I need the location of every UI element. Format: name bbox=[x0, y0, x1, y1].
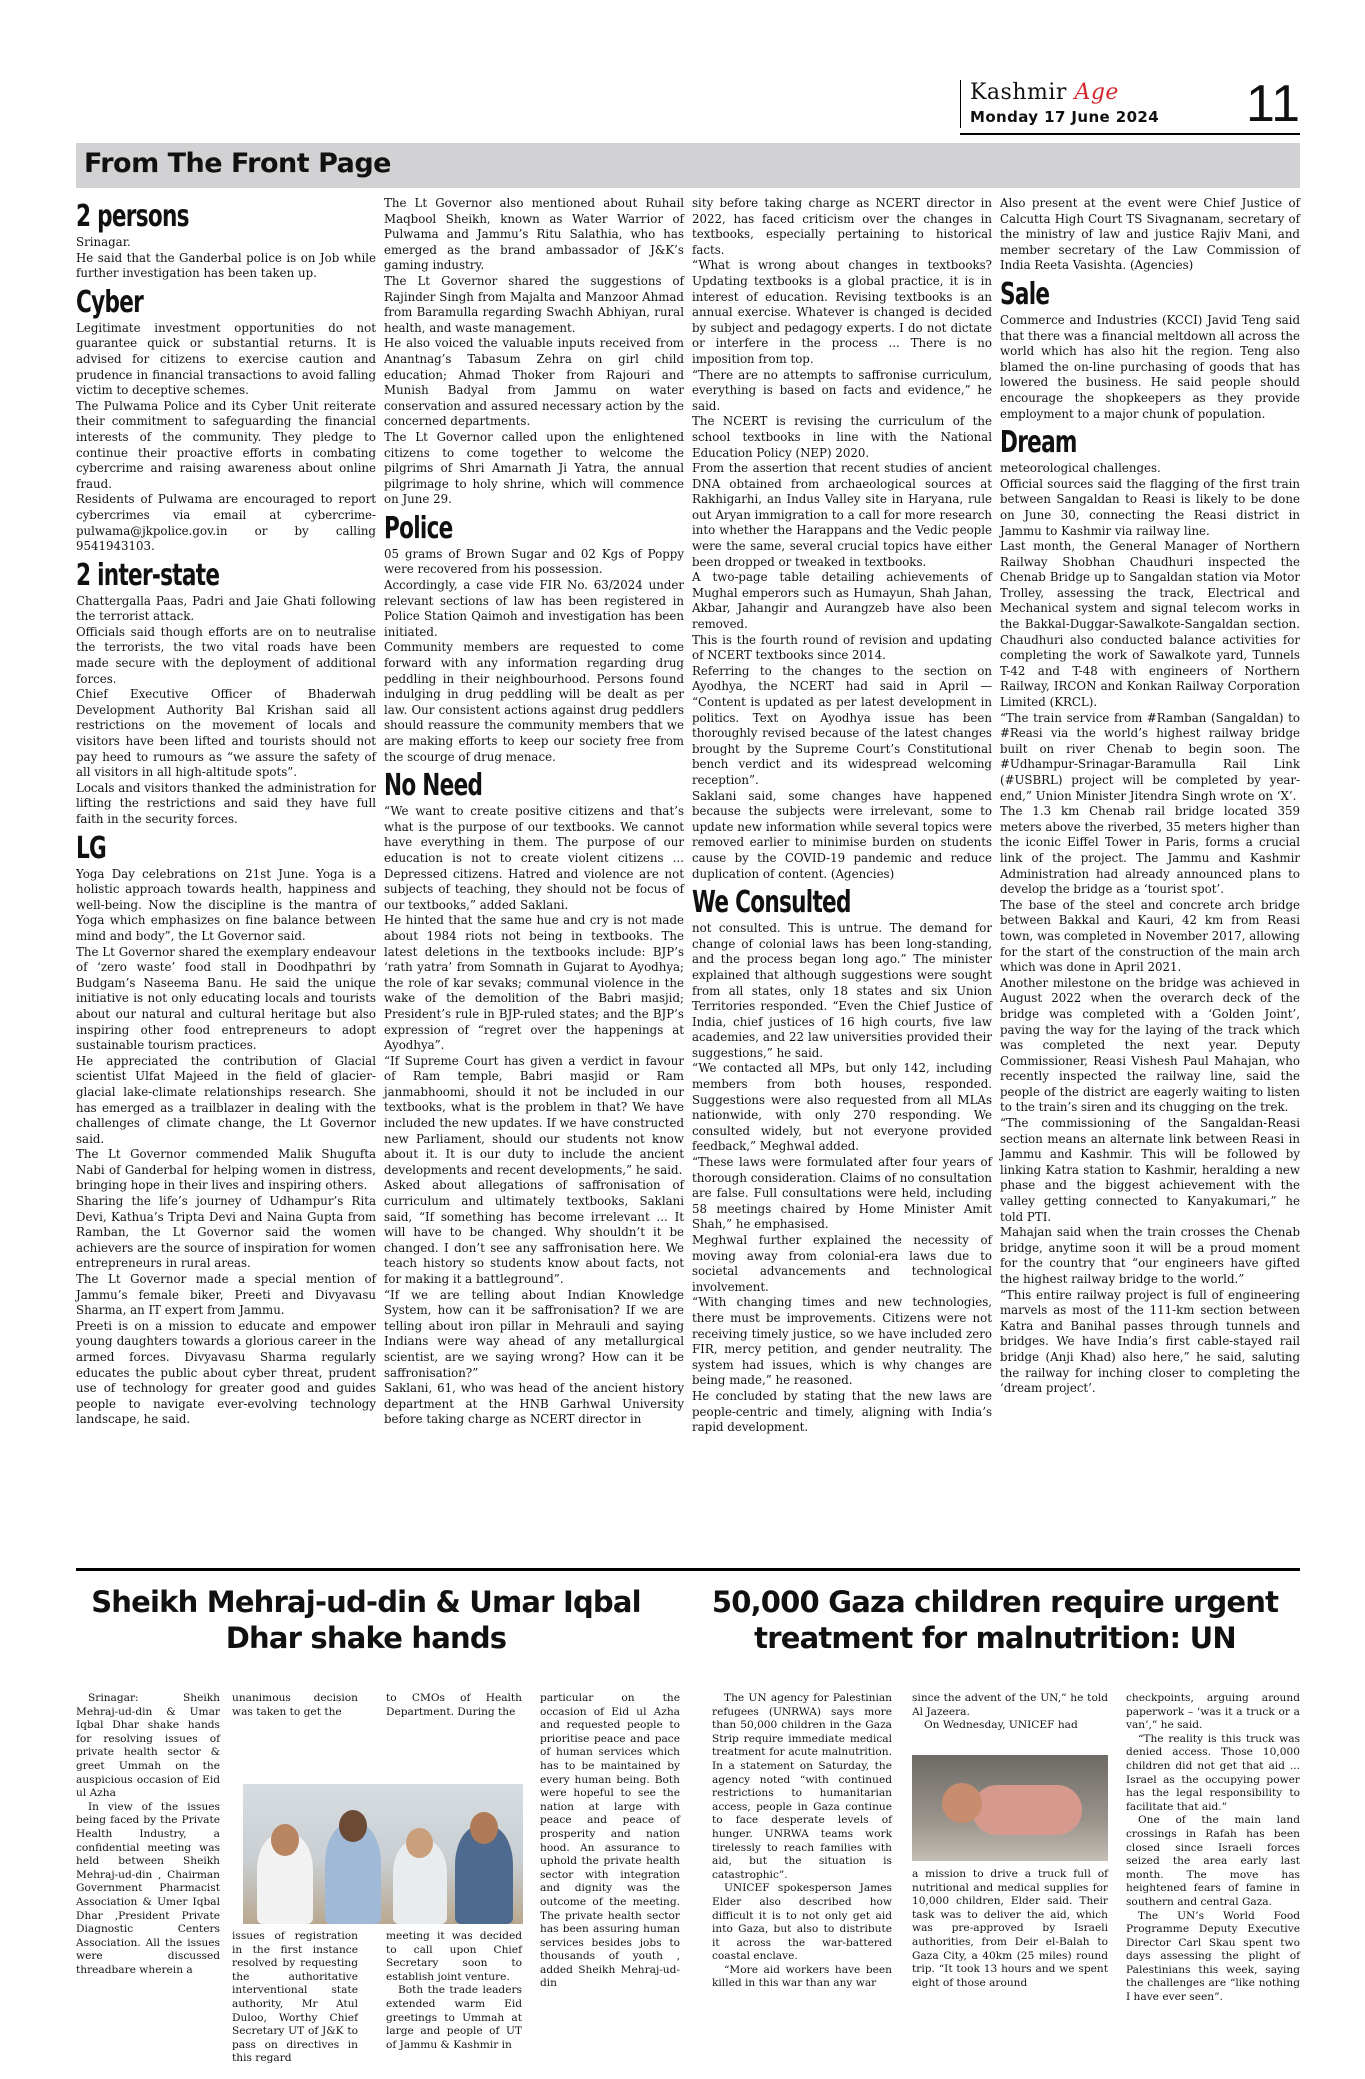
article-paragraph: meteorological challenges. bbox=[1000, 461, 1161, 476]
story-heading: Cyber bbox=[76, 284, 144, 320]
story-left-col-3b bbox=[386, 1930, 522, 2052]
article-paragraph: “What is wrong about changes in textbooks? Updating textbooks is a global practice, it is in interest of education. Revising textbooks is an annual exercise. Whatever is changed is decided by subject and pedagogy experts. I do not dictate or interfere in the process ... There is no imposition from top. bbox=[692, 258, 992, 366]
story-left-para: particular on the occasion of Eid ul Azha and requested people to prioritise peace and pace of human services which has to be maintained by every human being. Both were hopeful to see the nation at large with peace and peace of prosperity and nation hood. An assurance to uphold the private health sector with integration and dignity was the outcome of the meeting. The private health sector has been assuring human services besides jobs to thousands of youth , added Sheikh Mehraj-ud-din bbox=[540, 1692, 680, 1990]
article-paragraph: Commerce and Industries (KCCI) Javid Teng said that there was a financial meltdown all across the world which has also hit the region. Teng also blamed the on-line purchasing of goods that has lowered the business. He said people should encourage the shopkeepers as they provide employment to a major chunk of population. bbox=[1000, 312, 1300, 421]
story-right-para: checkpoints, arguing around paperwork – ‘was it a truck or a van’,” he said. bbox=[1126, 1692, 1300, 1732]
column-2 bbox=[384, 196, 684, 1550]
article-paragraph: Chief Executive Officer of Bhaderwah Development Authority Bal Krishan said all restrictions on the movement of locals and visitors have been lifted and tourists should not pay heed to rumours as “we assure the safety of all visitors in all high-altitude spots”. bbox=[76, 687, 376, 780]
article-paragraph: A two-page table detailing achievements of Mughal emperors such as Humayun, Shah Jahan, Akbar, Jahangir and Aurangzeb have also been removed. bbox=[692, 570, 992, 632]
article-paragraph: sity before taking charge as NCERT director in 2022, has faced criticism over the changes in textbooks, especially pertaining to historical facts. bbox=[692, 196, 992, 257]
story-left-col-1 bbox=[76, 1692, 220, 2052]
story-left-col-4 bbox=[540, 1692, 680, 2052]
article-paragraph: The Lt Governor also mentioned about Ruhail Maqbool Sheikh, known as Water Warrior of Pulwama and Jammu’s Ritu Salathia, who has emerged as the brand ambassador of J&K’s gaming industry. bbox=[384, 196, 684, 273]
child-figure bbox=[972, 1785, 1082, 1835]
child-head bbox=[942, 1783, 982, 1823]
article-paragraph: 05 grams of Brown Sugar and 02 Kgs of Poppy were recovered from his possession. bbox=[384, 546, 684, 577]
article-paragraph: “If Supreme Court has given a verdict in favour of Ram temple, Babri masjid or Ram janmabhoomi, should it not be included in our textbooks, what is the problem in that? We have included the new updates. If we have constructed new Parliament, should our students not know about it. It is our duty to include the ancient developments and recent developments,” he said. bbox=[384, 1053, 684, 1177]
article-paragraph: Residents of Pulwama are encouraged to report cybercrimes via email at cybercrime-pulwama@jkpolice.gov.in or by calling 9541943103. bbox=[76, 492, 376, 554]
story-heading: LG bbox=[76, 830, 107, 866]
column-3 bbox=[692, 196, 992, 1550]
story-left-para: In view of the issues being faced by the Private Health Industry, a confidential meeting was held between Sheikh Mehraj-ud-din , Chairman Government Pharmacist Association & Umer Iqbal Dhar ,President Private Diagnostic Centers Association. All the issues were discussed threadbare wherein a bbox=[76, 1800, 220, 1976]
column-1 bbox=[76, 196, 376, 1550]
article-paragraph: He also voiced the valuable inputs received from Anantnag’s Tabasum Zehra on girl child education; Ahmad Thoker from Rajouri and Munish Badyal from Jammu on water conservation and assured necessary action by the concerned departments. bbox=[384, 336, 684, 429]
story-left-para: to CMOs of Health Department. During the bbox=[386, 1692, 522, 1718]
article-paragraph: Meghwal further explained the necessity of moving away from colonial-era laws due to societal advancements and technological involvement. bbox=[692, 1233, 992, 1294]
article-paragraph: Mahajan said when the train crosses the Chenab bridge, anytime soon it will be a proud moment for the country that “our engineers have gifted the highest railway bridge to the world.” bbox=[1000, 1225, 1300, 1286]
section-title: From The Front Page bbox=[84, 148, 391, 179]
article-paragraph: The Lt Governor called upon the enlightened citizens to come together to welcome the pilgrims of Shri Amarnath Ji Yatra, the annual pilgrimage to holy shrine, which will commence on June 29. bbox=[384, 429, 684, 507]
article-paragraph: “These laws were formulated after four years of thorough consideration. Claims of no consultation are false. Full consultations were held, including 58 meetings chaired by Home Minister Amit Shah,” he emphasised. bbox=[692, 1155, 992, 1232]
story-left-col-2a bbox=[232, 1692, 358, 1782]
story-right-headline: 50,000 Gaza children require urgent treatment for malnutrition: UN bbox=[711, 1585, 1279, 1655]
story-heading: 2 persons bbox=[76, 199, 189, 234]
story-left-col-3a bbox=[386, 1692, 522, 1782]
article-paragraph: “There are no attempts to saffronise curriculum, everything is based on facts and evidence,” he said. bbox=[692, 367, 992, 413]
article-paragraph: Also present at the event were Chief Justice of Calcutta High Court TS Sivagnanam, secretary of the ministry of law and justice Rajiv Mani, and member secretary of the Law Commission of India Reeta Vasishta. (Agencies) bbox=[1000, 196, 1300, 273]
section-bar bbox=[76, 143, 1300, 188]
story-right-para: since the advent of the UN,” he told Al Jazeera. bbox=[912, 1692, 1108, 1718]
article-paragraph: He appreciated the contribution of Glacial scientist Ulfat Majeed in the field of glacier-glacial lake-climate relationships research. She has emerged as a trailblazer in dealing with the challenges of climate change, the Lt Governor said. bbox=[76, 1053, 376, 1146]
article-paragraph: Last month, the General Manager of Northern Railway Shobhan Chaudhuri inspected the Chenab Bridge up to Sangaldan station via Motor Trolley, assessing the track, Electrical and Mechanical system and signal telecom works in the Bakkal-Duggar-Sawalkote-Sangaldan section. Chaudhuri also conducted balance activities for completing the work of Sawalkote yard, Tunnels T-42 and T-48 with engineers of Northern Railway, IRCON and Konkan Railway Corporation Limited (KRCL). bbox=[1000, 539, 1300, 710]
article-paragraph: Officials said though efforts are on to neutralise the terrorists, the two vital roads have been made secure with the deployment of additional forces. bbox=[76, 624, 376, 686]
section-divider bbox=[76, 1568, 1300, 1571]
article-paragraph: Another milestone on the bridge was achieved in August 2022 when the overarch deck of the bridge was completed with a ‘Golden Joint’, paving the way for the laying of the track which was completed the next year. Deputy Commissioner, Reasi Vishesh Paul Mahajan, who recently inspected the railway line, said the people of the district are eagerly waiting to listen to the train’s siren and its chugging on the trek. bbox=[1000, 975, 1300, 1115]
article-paragraph: The base of the steel and concrete arch bridge between Bakkal and Kauri, 42 km from Reasi town, was completed in November 2017, allowing for the start of the construction of the main arch which was done in April 2021. bbox=[1000, 897, 1300, 975]
article-paragraph: Legitimate investment opportunities do not guarantee quick or substantial returns. It is advised for citizens to exercise caution and prudence in financial transactions to avoid falling victim to deceptive schemes. bbox=[76, 320, 376, 398]
story-right-para: “The reality is this truck was denied access. Those 10,000 children did not get that aid ... Israel as the occupying power has the legal responsibility to facilitate that aid.” bbox=[1126, 1732, 1300, 1813]
story-right-para: The UN’s World Food Programme Deputy Executive Director Carl Skau spent two days assessing the plight of Palestinians this week, saying the challenges are “like nothing I have ever seen”. bbox=[1126, 1909, 1300, 2004]
article-paragraph: The Lt Governor shared the suggestions of Rajinder Singh from Majalta and Manzoor Ahmad from Baramulla regarding Swachh Abhiyan, rural health, and waste management. bbox=[384, 273, 684, 335]
story-right-para: The UN agency for Palestinian refugees (UNRWA) says more than 50,000 children in the Gaza Strip require immediate medical treatment for acute malnutrition. In a statement on Saturday, the agency noted “with continued restrictions to humanitarian access, people in Gaza continue to face desperate levels of hunger. UNRWA teams work tirelessly to reach families with aid, but the situation is catastrophic”. bbox=[712, 1692, 892, 1881]
masthead-rule bbox=[960, 80, 961, 128]
article-paragraph: Official sources said the flagging of the first train between Sangaldan to Reasi is likely to be done on June 30, connecting the Reasi district in Jammu to Kashmir via railway line. bbox=[1000, 476, 1300, 538]
story-heading: We Consulted bbox=[692, 885, 851, 921]
article-paragraph: The Lt Governor made a special mention of Jammu’s female biker, Preeti and Divyavasu Sharma, an IT expert from Jammu. bbox=[76, 1272, 376, 1318]
article-paragraph: “The train service from #Ramban (Sangaldan) to #Reasi via the world’s highest railway bridge built on river Chenab to begin soon. The #Udhampur-Srinagar-Baramulla Rail Link (#USBRL) project will be completed by year-end,” Union Minister Jitendra Singh wrote on ‘X’. bbox=[1000, 710, 1300, 803]
article-paragraph: Locals and visitors thanked the administration for lifting the restrictions and said they have full faith in the security forces. bbox=[76, 780, 376, 826]
person-head bbox=[339, 1810, 367, 1842]
article-paragraph: The Lt Governor shared the exemplary endeavour of ‘zero waste’ food stall in Doodhpathri by Budgam’s Naseema Banu. He said the unique initiative is not only educating locals and tourists about our natural and cultural heritage but also inspiring other food entrepreneurs to adopt sustainable tourism practices. bbox=[76, 944, 376, 1053]
story-heading: 2 inter-state bbox=[76, 557, 220, 593]
article-paragraph: This is the fourth round of revision and updating of NCERT textbooks since 2014. bbox=[692, 632, 992, 663]
article-paragraph: From the assertion that recent studies of ancient DNA obtained from archaeological sources at Rakhigarhi, an Indus Valley site in Haryana, rule out Aryan immigration to a call for more research into whether the Harappans and the Vedic people were the same, several crucial topics have either been dropped or tweaked in textbooks. bbox=[692, 461, 992, 569]
article-paragraph: “If we are telling about Indian Knowledge System, how can it be saffronisation? If we are telling about iron pillar in Mehrauli and saying Indians were way ahead of any metallurgical scientist, are we saying wrong? How can it be saffronisation?” bbox=[384, 1287, 684, 1380]
masthead bbox=[960, 74, 1300, 134]
brand-main: Kashmir bbox=[970, 80, 1067, 105]
story-left-col-2b bbox=[232, 1930, 358, 2065]
article-paragraph: Saklani said, some changes have happened because the subjects were irrelevant, some to update new information while several topics were removed earlier to minimise burden on students cause by the COVID-19 pandemic and reduce duplication of content. (Agencies) bbox=[692, 788, 992, 881]
article-paragraph: Sharing the life’s journey of Udhampur’s Rita Devi, Kathua’s Tripta Devi and Naina Gupta from Ramban, the Lt Governor said the women achievers are the source of inspiration for women entrepreneurs in rural areas. bbox=[76, 1194, 376, 1271]
story-heading: No Need bbox=[384, 768, 483, 804]
article-paragraph: “With changing times and new technologies, there must be improvements. Citizens were not receiving timely justice, so we have included zero FIR, mercy petition, and gender neutrality. The system had issues, which is why changes are being made,” he reasoned. bbox=[692, 1295, 992, 1388]
person-head bbox=[406, 1828, 433, 1858]
story-right-para: UNICEF spokesperson James Elder also described how difficult it is to not only get aid into Gaza, but also to distribute it across the war-battered coastal enclave. bbox=[712, 1882, 892, 1963]
story-right-col-2a bbox=[912, 1692, 1108, 1754]
article-paragraph: Referring to the changes to the section on Ayodhya, the NCERT had said in April — “Content is updated as per latest development in politics. Text on Ayodhya issue has been thoroughly revised because of the latest changes brought by the Supreme Court’s Constitutional bench verdict and its widespread welcoming reception”. bbox=[692, 663, 992, 787]
person-head bbox=[470, 1812, 498, 1844]
article-paragraph: “The commissioning of the Sangaldan-Reasi section means an alternate link between Reasi in Jammu and Kashmir. This will be followed by linking Katra station to Kashmir, heralding a new phase and the biggest achievement with the valley getting connected to Kanyakumari,” he told PTI. bbox=[1000, 1116, 1300, 1224]
issue-date: Monday 17 June 2024 bbox=[970, 108, 1160, 126]
article-paragraph: “This entire railway project is full of engineering marvels as most of the 111-km section between Katra and Banihal passes through tunnels and bridges. We have India’s first cable-stayed rail bridge (Anji Khad) also here,” he said, saluting the railway for inching closer to completing the ‘dream project’. bbox=[1000, 1287, 1300, 1396]
story-left-para: Srinagar: Sheikh Mehraj-ud-din & Umar Iqbal Dhar shake hands for resolving issues of private health sector & greet Ummah on the auspicious occasion of Eid ul Azha bbox=[76, 1692, 220, 1800]
masthead-underline bbox=[960, 133, 1300, 135]
story-right-col-2b bbox=[912, 1868, 1108, 2052]
story-heading: Dream bbox=[1000, 425, 1077, 461]
article-paragraph: The NCERT is revising the curriculum of the school textbooks in line with the National Education Policy (NEP) 2020. bbox=[692, 414, 992, 460]
article-paragraph: He hinted that the same hue and cry is not made about 1984 riots not being in textbooks. The latest deletions in the textbooks include: BJP’s ‘rath yatra’ from Somnath in Gujarat to Ayodhya; the role of kar sevaks; communal violence in the wake of the demolition of the Babri masjid; President’s rule in BJP-ruled states; and the BJP’s expression of “regret over the happenings at Ayodhya”. bbox=[384, 913, 684, 1053]
story-heading: Sale bbox=[1000, 276, 1050, 312]
article-paragraph: not consulted. This is untrue. The demand for change of colonial laws has been long-standing, and the process began long ago.” The minister explained that although suggestions were sought from all states, only 18 states and six Union Territories responded. “Even the Chief Justice of India, chief justices of 16 high courts, five law academies, and 22 law universities provided their suggestions,” he said. bbox=[692, 921, 992, 1060]
page-number: 11 bbox=[1246, 75, 1300, 133]
article-paragraph: Chattergalla Paas, Padri and Jaie Ghati following the terrorist attack. bbox=[76, 593, 376, 624]
article-paragraph: The Pulwama Police and its Cyber Unit reiterate their commitment to safeguarding the financial interests of the community. They pledge to continue their proactive efforts in combating cybercrime and raising awareness about online fraud. bbox=[76, 398, 376, 491]
article-paragraph: Preeti is on a mission to educate and empower young daughters towards a glorious career in the armed forces. Divyavasu Sharma regularly educates the public about cyber threat, prudent use of technology for greater good and guides people to navigate ever-evolving technology landscape, he said. bbox=[76, 1318, 376, 1427]
story-right-para: On Wednesday, UNICEF had bbox=[924, 1719, 1078, 1732]
article-paragraph: “We want to create positive citizens and that’s what is the purpose of our textbooks. We cannot have everything in them. The purpose of our education is not to create violent citizens ... Depressed citizens. Hatred and violence are not subjects of teaching, they should not be focus of our textbooks,” added Saklani. bbox=[384, 804, 684, 912]
story-left-para: Both the trade leaders extended warm Eid greetings to Ummah at large and people of UT of Jammu & Kashmir in bbox=[386, 1984, 522, 2051]
article-paragraph: Asked about allegations of saffronisation of curriculum and ultimately textbooks, Saklani said, “If something has become irrelevant ... It will have to be changed. Why shouldn’t it be changed. I don’t see any saffronisation here. We teach history so students know about facts, not for making it a battleground”. bbox=[384, 1178, 684, 1286]
story-left-para: unanimous decision was taken to get the bbox=[232, 1692, 358, 1718]
article-paragraph: He said that the Ganderbal police is on Job while further investigation has been taken up. bbox=[76, 250, 376, 281]
story-right-para: One of the main land crossings in Rafah has been closed since Israeli forces seized the area early last month. The move has heightened fears of famine in southern and central Gaza. bbox=[1126, 1814, 1300, 1908]
article-paragraph: The 1.3 km Chenab rail bridge located 359 meters above the riverbed, 35 meters higher than the iconic Eiffel Tower in Paris, forms a crucial link of the project. The Jammu and Kashmir Administration had already announced plans to develop the bridge as a ‘tourist spot’. bbox=[1000, 804, 1300, 897]
column-4 bbox=[1000, 196, 1300, 1550]
brand-logo bbox=[970, 80, 1119, 105]
story-left-headline: Sheikh Mehraj-ud-din & Umar Iqbal Dhar shake hands bbox=[91, 1585, 641, 1655]
story-right-para: “More aid workers have been killed in this war than any war bbox=[712, 1963, 892, 1990]
article-paragraph: Community members are requested to come forward with any information regarding drug peddling in their neighbourhood. Persons found indulging in drug peddling will be dealt as per law. Our consistent actions against drug peddlers should reassure the community members that we are making efforts to keep our society free from the scourge of drug menace. bbox=[384, 640, 684, 764]
story-right-para: a mission to drive a truck full of nutritional and medical supplies for 10,000 children, Elder said. Their task was to deliver the aid, which was pre-approved by Israeli authorities, from Deir el-Balah to Gaza City, a 40km (25 miles) round trip. “It took 13 hours and we spent eight of those around bbox=[912, 1868, 1108, 1989]
article-paragraph: Yoga Day celebrations on 21st June. Yoga is a holistic approach towards health, happiness and well-being. Now the discipline is the mantra of Yoga which emphasizes on fine balance between mind and body”, the Lt Governor said. bbox=[76, 866, 376, 943]
story-right-col-3 bbox=[1126, 1692, 1300, 2052]
article-paragraph: He concluded by stating that the new laws are people-centric and timely, aligning with India’s rapid development. bbox=[692, 1388, 992, 1435]
story-heading: Police bbox=[384, 510, 453, 546]
article-paragraph: Accordingly, a case vide FIR No. 63/2024 under relevant sections of law has been registered in Police Station Qaimoh and investigation has been initiated. bbox=[384, 578, 684, 639]
article-paragraph: “We contacted all MPs, but only 142, including members from both houses, responded. Suggestions were also requested from all MLAs nationwide, with only 270 responding. We consulted widely, but not everyone provided feedback,” Meghwal added. bbox=[692, 1061, 992, 1154]
gaza-child-photo bbox=[912, 1755, 1108, 1861]
story-right-col-1 bbox=[712, 1692, 892, 2052]
article-paragraph: Saklani, 61, who was head of the ancient history department at the HNB Garhwal University before taking charge as NCERT director in bbox=[384, 1381, 684, 1427]
article-paragraph: Srinagar. bbox=[76, 235, 131, 249]
person-head bbox=[271, 1824, 299, 1856]
story-left-para: issues of registration in the first instance resolved by requesting the authoritative interventional state authority, Mr Atul Duloo, Worthy Chief Secretary UT of J&K to pass on directives in this regard bbox=[232, 1930, 358, 2065]
article-paragraph: The Lt Governor commended Malik Shugufta Nabi of Ganderbal for helping women in distress, bringing hope in their lives and inspiring others. bbox=[76, 1147, 376, 1193]
story-left-para: meeting it was decided to call upon Chief Secretary soon to establish joint venture. bbox=[386, 1930, 522, 1983]
handshake-photo bbox=[243, 1784, 523, 1924]
brand-accent: Age bbox=[1074, 80, 1119, 105]
